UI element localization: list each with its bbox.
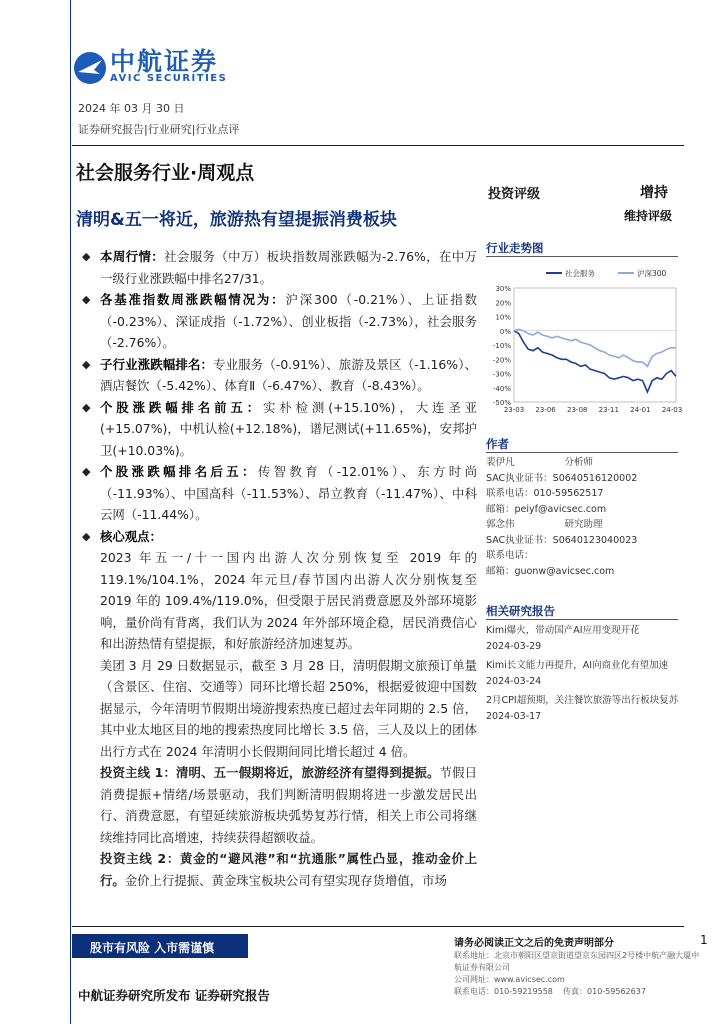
highlight-paragraph xyxy=(82,848,477,891)
bullet-text: 社会服务（中万）板块指数周涨跌幅为-2.76%，在中万一级行业涨跌幅中排名27/31。 xyxy=(100,249,477,286)
author-sac: SAC执业证书：S0640123040023 xyxy=(486,534,638,546)
y-tick-label: -40% xyxy=(492,384,511,393)
highlight-text: 节假日消费提振+情绪/场景驱动，我们判断清明假期将进一步激发居民出行、消费意愿，有望延续旅游板块弧势复苏行情，相关上市公司将继续维持同比高增速，持续获得超额收益。 xyxy=(100,765,478,845)
y-tick-label: 30% xyxy=(495,285,511,293)
plane-logo-icon xyxy=(72,50,108,86)
highlight-head: 投资主线 2：黄金的“避风港”和“抗通胀”属性凸显，推动金价上行。 xyxy=(100,851,477,888)
contact-block xyxy=(454,950,704,998)
diamond-bullet-icon: ◆ xyxy=(82,293,91,306)
body-paragraph: 2023 年五一/十一国内出游人次分别恢复至 2019 年的 119.1%/104.1%，2024 年元旦/春节国内出游人次分别恢复至 2019 年的 109.4%/119.0%，但受限于居民消费意愿及外部环境影响，量价尚有背离，我们认为 2024 年外部环境企稳，居民消费信心和出游热情有望提振，和好旅游经济加速复苏。 xyxy=(100,550,477,651)
legend-label: 社会服务 xyxy=(565,269,595,278)
bullet-text: 实朴检测(+15.10%)，大连圣亚(+15.07%)，中机认检(+12.18%)，谱尼测试(+11.65%)，安邦护卫(+10.03%)。 xyxy=(100,399,478,458)
contact-phone: 联系电话：010-59219558 xyxy=(454,987,553,996)
left-vertical-rule xyxy=(70,0,71,1024)
bullet-head: 核心观点： xyxy=(100,528,162,544)
related-title: Kimi长文能力再提升，AI向商业化有望加速 xyxy=(486,660,669,671)
highlight-text: 金价上行提振、黄金珠宝板块公司有望实现存货增值，市场 xyxy=(124,872,447,888)
highlight-head: 投资主线 1：清明、五一假期将近，旅游经济有望得到提振。 xyxy=(100,765,440,780)
related-date: 2024-03-17 xyxy=(486,710,542,722)
related-date: 2024-03-24 xyxy=(486,675,542,687)
bullet-head: 个股涨跌幅排名后五： xyxy=(100,464,258,479)
y-tick-label: -20% xyxy=(492,356,511,365)
page-number: 1 xyxy=(700,933,708,947)
chart-section-rule xyxy=(486,256,678,257)
bullet-head: 各基准指数周涨跌幅情况为： xyxy=(100,292,286,307)
rating-label: 投资评级 xyxy=(488,187,541,202)
author-sac: SAC执业证书：S0640516120002 xyxy=(486,472,638,484)
y-tick-label: 10% xyxy=(495,313,511,322)
x-tick-label: 23-08 xyxy=(567,406,588,414)
author-row xyxy=(486,455,680,471)
bullet-head: 本周行情： xyxy=(100,249,165,264)
publisher-line: 中航证券研究所发布 证券研究报告 xyxy=(78,988,270,1003)
bullet-text: 传智教育（-12.01%）、东方时尚（-11.93%）、中国高科（-11.53%）、昂立教育（-11.47%）、中科云网（-11.44%）。 xyxy=(100,464,477,522)
body-paragraph: 美团 3 月 29 日数据显示，截至 3 月 28 日，清明假期文旅预订单量（含景区、住宿、交通等）同环比增长超 250%，根据爱彼迎中国数据显示，今年清明节假期出境游搜索热度已超过去年同期的 2.5 倍，其中业太地区目的地的搜索热度同比增长 3.5 倍，三人及以上的团体出行方式在 2024 年清明小长假期间同比增长超过 4 倍。 xyxy=(100,657,477,759)
author-block xyxy=(486,455,680,579)
y-tick-label: -50% xyxy=(492,399,511,407)
author-role: 分析师 xyxy=(564,457,594,468)
report-category: 证券研究报告|行业研究|行业点评 xyxy=(78,123,240,136)
company-logo xyxy=(72,40,242,92)
x-tick-label: 24-01 xyxy=(630,406,651,414)
main-body xyxy=(82,246,477,891)
x-tick-label: 24-03 xyxy=(661,406,683,414)
header-divider xyxy=(72,145,684,146)
contact-phone-row xyxy=(454,986,704,998)
y-tick-label: 20% xyxy=(495,299,511,308)
industry-trend-chart xyxy=(484,260,683,420)
bullet-item xyxy=(82,397,477,462)
x-tick-label: 23-11 xyxy=(598,406,619,414)
author-name: 郭念伟 xyxy=(486,519,515,530)
rating-value: 增持 xyxy=(640,185,668,201)
related-title: Kimi爆火，带动国产AI应用变现开花 xyxy=(486,625,640,636)
contact-website[interactable]: 公司网址：www.avicsec.com xyxy=(454,975,565,984)
y-tick-label: -30% xyxy=(492,370,511,379)
industry-title: 社会服务行业·周观点 xyxy=(76,162,255,184)
related-date: 2024-03-29 xyxy=(486,640,542,652)
highlight-paragraph xyxy=(82,762,477,848)
author-section-title: 作者 xyxy=(486,437,509,451)
diamond-bullet-icon: ◆ xyxy=(82,357,91,371)
author-mail[interactable]: 邮箱：guonw@avicsec.com xyxy=(486,565,615,577)
author-name: 裴伊凡 xyxy=(486,457,515,468)
x-tick-label: 23-06 xyxy=(535,406,556,414)
bullet-item xyxy=(82,461,477,526)
chart-plot-frame xyxy=(514,288,676,402)
contact-address: 联系地址：北京市朝阳区望京街道望京东园四区2号楼中航产融大厦中航证券有限公司 xyxy=(454,951,700,972)
bullet-item xyxy=(82,246,477,289)
related-section-title: 相关研究报告 xyxy=(486,604,555,618)
x-tick-label: 23-03 xyxy=(503,406,525,414)
bullet-text: 沪深300（-0.21%）、上证指数（-0.23%）、深证成指（-1.72%）、创业板指（-2.73%），社会服务（-2.76%）。 xyxy=(100,292,477,350)
logo-chinese-name: 中航证券 xyxy=(110,47,219,76)
related-item[interactable] xyxy=(486,658,680,689)
related-item[interactable] xyxy=(486,623,680,654)
author-tel: 联系电话：010-59562517 xyxy=(486,488,604,499)
chart-section-title: 行业走势图 xyxy=(486,241,544,255)
contact-fax: 传真：010-59562637 xyxy=(563,987,646,996)
series-line-industry xyxy=(514,331,676,392)
bullet-head: 子行业涨跌幅排名： xyxy=(100,356,214,372)
report-date: 2024 年 03 月 30 日 xyxy=(78,102,185,115)
diamond-bullet-icon: ◆ xyxy=(82,400,91,414)
legend-label: 沪深300 xyxy=(637,269,667,278)
rating-sub: 维持评级 xyxy=(624,209,673,223)
author-row xyxy=(486,517,680,533)
related-item[interactable] xyxy=(486,693,680,724)
y-tick-label: -10% xyxy=(492,342,511,350)
disclaimer-note: 请务必阅读正文之后的免责声明部分 xyxy=(454,938,614,949)
bullet-item xyxy=(82,289,477,354)
related-section-rule xyxy=(486,619,678,620)
bullet-head: 个股涨跌幅排名前五： xyxy=(100,399,264,415)
bullet-item xyxy=(82,526,477,548)
logo-english-name: AVIC SECURITIES xyxy=(110,73,228,84)
diamond-bullet-icon: ◆ xyxy=(82,529,91,543)
bullet-item xyxy=(82,354,477,397)
related-title: 2月CPI超预期，关注餐饮旅游等出行板块复苏 xyxy=(486,695,679,706)
y-tick-label: 0% xyxy=(499,327,511,336)
footer-divider xyxy=(72,926,684,927)
diamond-bullet-icon: ◆ xyxy=(82,250,91,263)
author-role: 研究助理 xyxy=(564,519,603,530)
report-headline: 清明&五一将近，旅游热有望提振消费板块 xyxy=(76,210,397,230)
risk-banner: 股市有风险 入市需谨慎 xyxy=(72,934,248,958)
bullet-text: 专业服务（-0.91%）、旅游及景区（-1.16%）、酒店餐饮（-5.42%）、体育Ⅱ（-6.47%）、教育（-8.43%）。 xyxy=(100,356,477,393)
diamond-bullet-icon: ◆ xyxy=(82,465,91,478)
author-mail[interactable]: 邮箱：peiyf@avicsec.com xyxy=(486,503,607,515)
author-section-rule xyxy=(486,452,678,453)
author-tel: 联系电话： xyxy=(486,550,534,561)
related-list xyxy=(486,623,680,724)
